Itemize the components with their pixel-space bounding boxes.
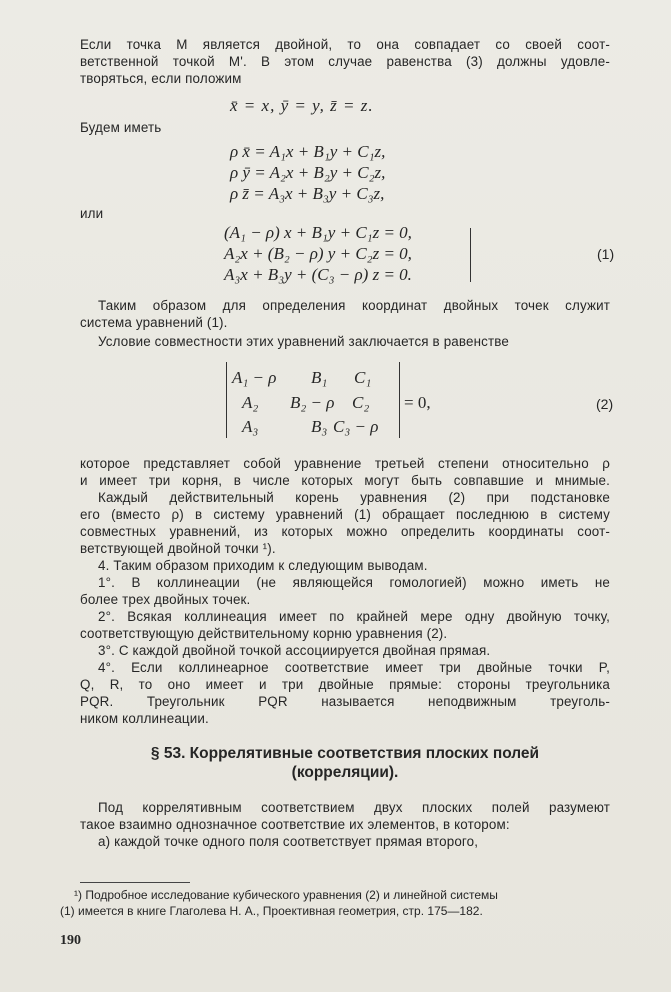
text-line: которое представляет собой уравнение третьей степени относительно ρ (80, 456, 610, 471)
text-line: ветствующей двойной точки ¹). (80, 541, 276, 556)
text-line: Под коррелятивным соответствием двух плоских полей разумеют (98, 800, 610, 815)
system-line: A₂x + (B₂ − ρ) y + C₂z = 0, (224, 244, 412, 263)
text-line: Каждый действительный корень уравнения (2) при подстановке (98, 490, 610, 505)
determinant-cell: A₃ (242, 417, 259, 436)
text-line: система уравнений (1). (80, 315, 228, 330)
text-line: 4°. Если коллинеарное соответствие имеет три двойные точки P, (98, 660, 610, 675)
text-line: ником коллинеации. (80, 711, 209, 726)
equation-number: (2) (596, 396, 614, 412)
determinant-rhs: = 0, (404, 393, 431, 412)
determinant-cell: C₃ − ρ (333, 417, 379, 436)
section-heading: § 53. Коррелятивные соответствия плоских полей (150, 745, 540, 762)
text-line: и имеет три корня, в числе которых могут быть совпавшие и мнимые. (80, 473, 610, 488)
determinant-cell: B₁ (311, 368, 328, 387)
footnote-line: (1) имеется в книге Глаголева Н. А., Проективная геометрия, стр. 175—182. (60, 904, 483, 918)
text-line: Таким образом для определения координат двойных точек служит (98, 298, 610, 313)
text-line: а) каждой точке одного поля соответствует прямая второго, (98, 834, 479, 849)
system-brace (470, 228, 471, 282)
text-line: его (вместо ρ) в систему уравнений (1) обращает последнюю в систему (80, 507, 610, 522)
footnote-separator (80, 882, 190, 883)
text-line: творяться, если положим (80, 71, 242, 86)
text-line: 1°. В коллинеации (не являющейся гомологией) можно иметь не (98, 575, 610, 590)
text-line: соответствующую действительному корню уравнения (2). (80, 626, 448, 641)
system-line: A₃x + B₃y + (C₃ − ρ) z = 0. (224, 265, 412, 284)
text-ili: или (80, 206, 104, 221)
equation-line: ρ ȳ = A₂x + B₂y + C₂z, (230, 163, 386, 182)
equation-line: ρ z̄ = A₃x + B₃y + C₃z, (230, 184, 385, 203)
text-line: Условие совместности этих уравнений заключается в равенстве (98, 334, 509, 349)
determinant-cell: C₁ (354, 368, 372, 387)
determinant-left-bar (226, 362, 227, 438)
text-line: совместных уравнений, из которых можно определить координаты соот- (80, 524, 610, 539)
text-line: ветственной точкой M'. В этом случае равенства (3) должны удовле- (80, 54, 610, 69)
equation-number: (1) (597, 246, 615, 262)
equation-identity: x̄ = x, ȳ = y, z̄ = z. (230, 96, 374, 115)
section-heading-subtitle: (корреляции). (291, 764, 399, 781)
text-line: 4. Таким образом приходим к следующим выводам. (98, 558, 428, 573)
text-line: 3°. С каждой двойной точкой ассоциируется двойная прямая. (98, 643, 491, 658)
text-line: Q, R, то оно имеет и три двойные прямые: стороны треугольника (80, 677, 610, 692)
text-line: Если точка M является двойной, то она совпадает со своей соот- (80, 37, 610, 52)
system-line: (A₁ − ρ) x + B₁y + C₁z = 0, (224, 223, 412, 242)
equation-line: ρ x̄ = A₁x + B₁y + C₁z, (230, 142, 386, 161)
page-number: 190 (60, 933, 81, 948)
determinant-cell: B₃ (311, 417, 328, 436)
determinant-cell: A₂ (242, 393, 259, 412)
determinant-right-bar (399, 362, 400, 438)
text-line: PQR. Треугольник PQR называется неподвижным треуголь- (80, 694, 610, 709)
footnote-line: ¹) Подробное исследование кубического уравнения (2) и линейной системы (74, 888, 498, 902)
text-line: такое взаимно однозначное соответствие их элементов, в котором: (80, 817, 510, 832)
determinant-cell: A₁ − ρ (232, 368, 277, 387)
text-budem: Будем иметь (80, 120, 162, 135)
text-line: 2°. Всякая коллинеация имеет по крайней мере одну двойную точку, (98, 609, 610, 624)
determinant-cell: C₂ (352, 393, 370, 412)
determinant-cell: B₂ − ρ (290, 393, 335, 412)
text-line: более трех двойных точек. (80, 592, 251, 607)
